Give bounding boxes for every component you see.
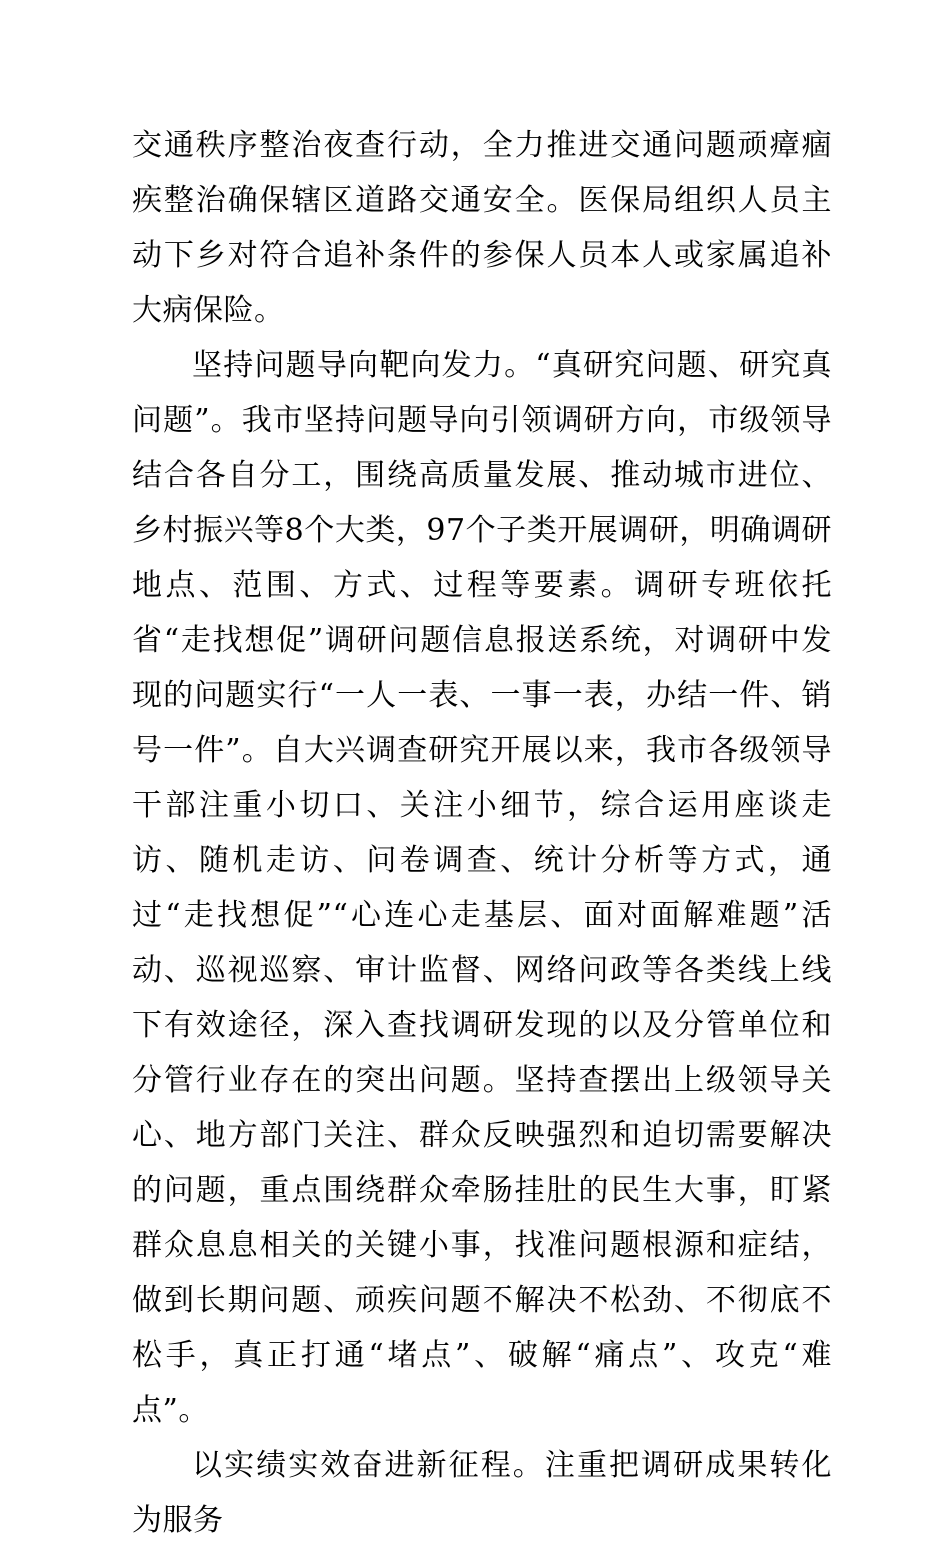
paragraph-1: 交通秩序整治夜查行动，全力推进交通问题顽瘴痼疾整治确保辖区道路交通安全。医保局组织人员主动下乡对符合追补条件的参保人员本人或家属追补大病保险。 [132,128,832,328]
paragraph-2: 坚持问题导向靶向发力。“真研究问题、研究真问题”。我市坚持问题导向引领调研方向，市级领导结合各自分工，围绕高质量发展、推动城市进位、乡村振兴等8个大类，97个子类开展调研，明确调研地点、范围、方式、过程等要素。调研专班依托省“走找想促”调研问题信息报送系统，对调研中发现的问题实行“一人一表、一事一表，办结一件、销号一件”。自大兴调查研究开展以来，我市各级领导干部注重小切口、关注小细节，综合运用座谈走访、随机走访、问卷调查、统计分析等方式，通过“走找想促”“心连心走基层、面对面解难题”活动、巡视巡察、审计监督、网络问政等各类线上线下有效途径，深入查找调研发现的以及分管单位和分管行业存在的突出问题。坚持查摆出上级领导关心、地方部门关注、群众反映强烈和迫切需要解决的问题，重点围绕群众牵肠挂肚的民生大事，盯紧群众息息相关的关键小事，找准问题根源和症结，做到长期问题、顽疾问题不解决不松劲、不彻底不松手，真正打通“堵点”、破解“痛点”、攻克“难点”。 [132,348,832,1428]
document-body [132,118,832,1548]
paragraph-3: 以实绩实效奋进新征程。注重把调研成果转化为服务 [132,1448,832,1538]
